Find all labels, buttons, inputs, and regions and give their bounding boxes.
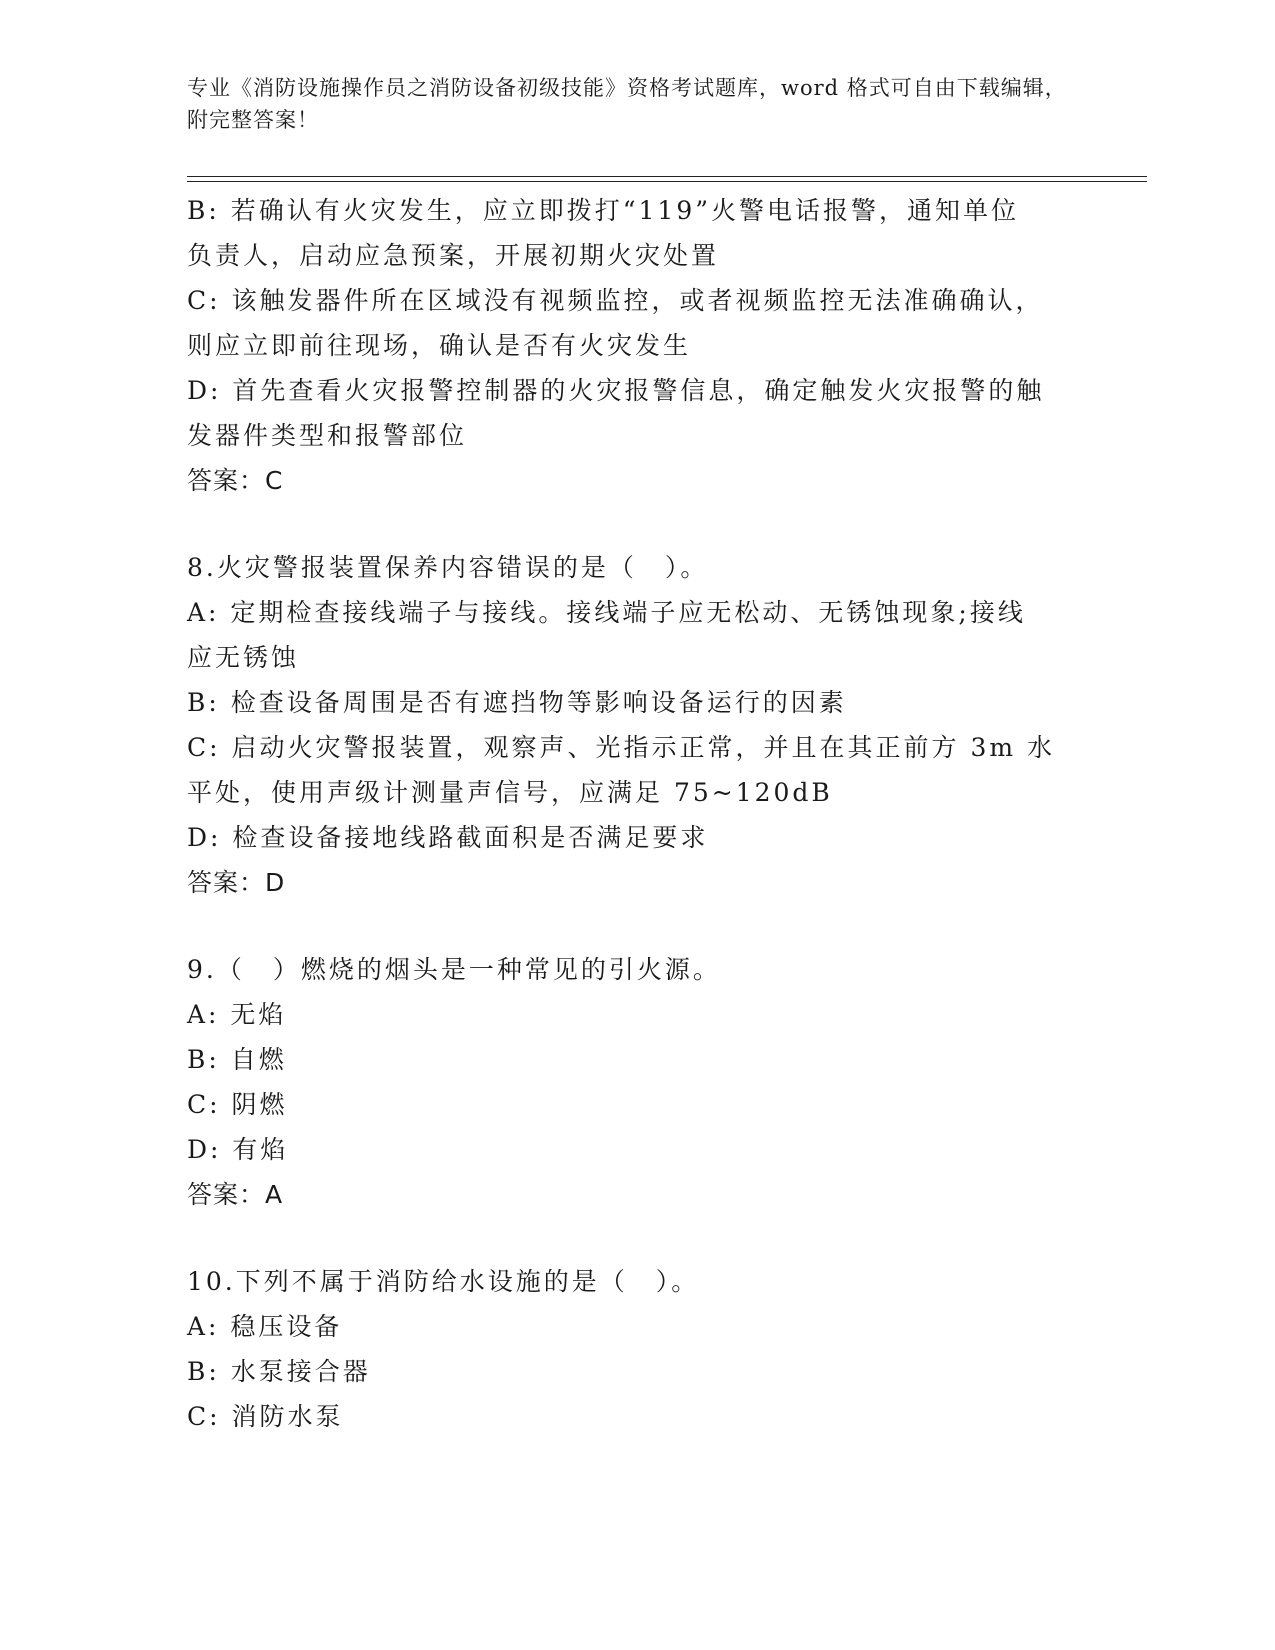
answer-line: 答案：A <box>187 1180 284 1209</box>
question-8 <box>187 545 1087 905</box>
option-line: B: 水泵接合器 <box>187 1357 371 1386</box>
question-stem: 10.下列不属于消防给水设施的是（ ）。 <box>187 1267 700 1296</box>
question-spacer <box>187 905 1087 947</box>
option-line: A: 定期检查接线端子与接线。接线端子应无松动、无锈蚀现象;接线 <box>187 598 1026 627</box>
option-line: C: 阴燃 <box>187 1090 288 1119</box>
header-intro-text: 专业《消防设施操作员之消防设备初级技能》资格考试题库，word 格式可自由下载编辑，附完整答案！ <box>187 76 1067 132</box>
option-line: 则应立即前往现场，确认是否有火灾发生 <box>187 331 692 360</box>
option-line: D: 有焰 <box>187 1135 289 1164</box>
option-line: 负责人，启动应急预案，开展初期火灾处置 <box>187 241 720 270</box>
option-line: A: 无焰 <box>187 1000 287 1029</box>
option-line: D: 检查设备接地线路截面积是否满足要求 <box>187 823 709 852</box>
option-line: 发器件类型和报警部位 <box>187 421 468 450</box>
question-7-continued <box>187 188 1087 503</box>
document-header <box>187 72 1067 136</box>
option-line: 平处，使用声级计测量声信号，应满足 75~120dB <box>187 778 833 807</box>
option-line: B: 检查设备周围是否有遮挡物等影响设备运行的因素 <box>187 688 847 717</box>
option-line: D: 首先查看火灾报警控制器的火灾报警信息，确定触发火灾报警的触 <box>187 376 1045 405</box>
option-line: C: 启动火灾警报装置，观察声、光指示正常，并且在其正前方 3m 水 <box>187 733 1056 762</box>
option-line: 应无锈蚀 <box>187 643 300 672</box>
answer-line: 答案：D <box>187 868 286 897</box>
header-divider <box>187 176 1147 182</box>
option-line: B: 若确认有火灾发生，应立即拨打“119”火警电话报警，通知单位 <box>187 196 1020 225</box>
question-10 <box>187 1259 1087 1439</box>
answer-line: 答案：C <box>187 466 284 495</box>
option-line: C: 消防水泵 <box>187 1402 344 1431</box>
question-stem: 9.（ ）燃烧的烟头是一种常见的引火源。 <box>187 955 721 984</box>
option-line: A: 稳压设备 <box>187 1312 343 1341</box>
question-spacer <box>187 1217 1087 1259</box>
option-line: B: 自燃 <box>187 1045 287 1074</box>
question-spacer <box>187 503 1087 545</box>
option-line: C: 该触发器件所在区域没有视频监控，或者视频监控无法准确确认， <box>187 286 1044 315</box>
question-9 <box>187 947 1087 1217</box>
question-stem: 8.火灾警报装置保养内容错误的是（ ）。 <box>187 553 709 582</box>
question-list <box>187 188 1087 1439</box>
